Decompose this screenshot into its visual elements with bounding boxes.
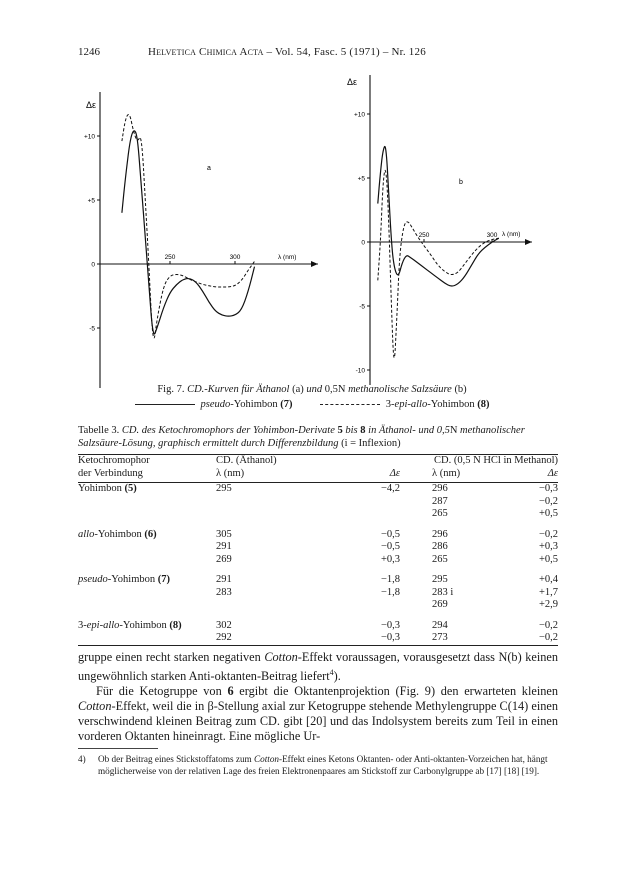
cd-figure xyxy=(0,0,624,420)
panel-b xyxy=(347,75,532,385)
panel-b-letter: b xyxy=(459,179,463,186)
body-text xyxy=(78,650,558,744)
panel-a-solid-curve xyxy=(122,131,255,334)
text: ). xyxy=(333,669,341,684)
table-caption-text: N xyxy=(449,425,458,436)
figure-caption-text: (b) xyxy=(451,384,467,395)
y-tick-label: -5 xyxy=(89,325,95,333)
text: Cotton xyxy=(264,650,298,664)
y-tick-label: -10 xyxy=(355,367,365,375)
footnote xyxy=(78,753,558,777)
compound-name: pseudo xyxy=(78,574,108,585)
panel-a xyxy=(84,92,318,388)
journal-name: Helvetica Chimica Acta xyxy=(148,46,264,58)
table-caption-text: in Äthanol- und 0,5 xyxy=(368,425,450,436)
table-3 xyxy=(78,454,558,646)
cell-lambda-ethanol: 295 xyxy=(216,483,232,494)
legend-solid-label: pseudo xyxy=(200,399,231,410)
cell-compound xyxy=(78,508,216,521)
panel-b-dashed-curve xyxy=(378,170,499,357)
y-tick-label: +5 xyxy=(357,175,365,183)
table-row xyxy=(78,574,558,587)
cell-lambda-ethanol: 292 xyxy=(216,632,306,645)
footnote-number: 4) xyxy=(78,754,86,764)
x-tick-label: 250 xyxy=(418,232,430,239)
table-row xyxy=(78,599,558,612)
panel-b-ylabel: Δε xyxy=(347,77,358,87)
y-tick-label: +10 xyxy=(353,111,365,119)
y-tick-label: 0 xyxy=(361,239,365,247)
figure-caption-text: und xyxy=(306,384,323,395)
figure-caption-text: (a) xyxy=(289,384,307,395)
x-tick-label: 300 xyxy=(229,254,241,261)
cell-compound xyxy=(78,587,216,600)
x-tick-label: 250 xyxy=(164,254,176,261)
compound-name: -Yohimbon xyxy=(107,574,158,585)
figure-caption-text: CD.-Kurven für Äthanol xyxy=(187,384,290,395)
header-cell: der Verbindung xyxy=(78,467,143,479)
cell-lambda-ethanol xyxy=(216,599,306,612)
figure-caption-text: 0,5 xyxy=(322,384,338,395)
panel-a-ylabel: Δε xyxy=(86,100,97,110)
table-body xyxy=(78,483,558,646)
table-header-row xyxy=(78,468,558,481)
table-caption-text: 8 xyxy=(360,425,366,436)
figure-caption-label: Fig. 7. xyxy=(157,384,185,395)
cell-compound xyxy=(78,496,216,509)
cell-lambda-hcl: 265 xyxy=(432,508,448,519)
legend-solid-label: -Yohimbon xyxy=(230,399,281,410)
table-row xyxy=(78,554,558,567)
header-cell: λ (nm) xyxy=(432,467,461,479)
cell-delta-hcl: −0,2 xyxy=(538,495,558,507)
cell-delta-hcl: +0,3 xyxy=(538,541,558,552)
header-cell: Δε xyxy=(547,467,558,479)
cell-compound xyxy=(78,599,216,612)
footnote-ref[interactable]: 4 xyxy=(329,668,334,677)
text: -Effekt, weil die in β-Stellung axial zur Ketogruppe stehende Methylengruppe C(14) einen verschwindend kleinen Beitrag zum CD. gibt [20] und das Indolsystem bereits zum Teil in einen vorderen Oktanten hineinragt. Eine mögliche Ur- xyxy=(78,699,558,744)
table-row xyxy=(78,508,558,521)
cell-compound xyxy=(78,541,216,554)
cell-delta-ethanol: −4,2 xyxy=(380,483,400,494)
cell-lambda-ethanol: 302 xyxy=(216,619,232,631)
paragraph xyxy=(78,650,558,684)
panel-b-solid-curve xyxy=(378,146,499,286)
cell-compound xyxy=(78,529,216,542)
table-row xyxy=(78,483,558,496)
x-tick-label: 300 xyxy=(486,232,498,239)
legend-solid-line xyxy=(135,404,195,405)
cell-delta-ethanol: −0,3 xyxy=(306,632,414,645)
table-caption-text: methanolischer Salzsäure-Lösung, graphisch ermittelt durch Differenzbildung xyxy=(78,425,525,449)
cell-lambda-hcl: 294 xyxy=(432,619,448,631)
cell-compound xyxy=(78,620,216,633)
legend-dashed-label: -Yohimbon xyxy=(427,399,478,410)
figure-caption-text: N xyxy=(337,384,346,395)
cell-lambda-hcl: 296 xyxy=(432,483,448,494)
text: 6 xyxy=(227,684,234,699)
cell-lambda-hcl: 296 xyxy=(432,528,448,540)
cell-delta-ethanol xyxy=(306,508,414,521)
cell-delta-ethanol: −0,5 xyxy=(380,528,400,540)
cell-delta-hcl: −0,2 xyxy=(538,528,558,540)
cell-lambda-ethanol: 269 xyxy=(216,553,232,565)
table-caption-text: bis xyxy=(345,425,358,436)
cell-compound xyxy=(78,483,216,496)
cell-delta-ethanol: −1,8 xyxy=(380,586,400,598)
panel-a-xlabel: λ (nm) xyxy=(278,254,297,261)
cell-lambda-ethanol xyxy=(216,508,306,521)
cell-lambda-hcl: 286 xyxy=(432,541,448,552)
table-caption-label: Tabelle 3. xyxy=(78,425,120,436)
cell-lambda-ethanol: 305 xyxy=(216,528,232,540)
row-gap xyxy=(78,612,558,620)
cell-delta-hcl: +2,9 xyxy=(538,599,558,610)
cell-delta-ethanol xyxy=(306,599,414,612)
panel-a-letter: a xyxy=(207,165,211,172)
cell-lambda-ethanol: 283 xyxy=(216,586,232,598)
legend-dashed-line xyxy=(320,404,380,405)
cell-delta-hcl: +0,5 xyxy=(538,553,558,565)
panel-b-x-ticks xyxy=(419,232,498,242)
header-cell: CD. (0,5 N HCl in Methanol) xyxy=(414,455,558,468)
footnote-rule xyxy=(78,748,158,749)
figure-caption-text: methanolische Salzsäure xyxy=(345,384,452,395)
footnote-text xyxy=(78,753,558,777)
header-cell: CD. (Äthanol) xyxy=(216,455,306,468)
table-row xyxy=(78,541,558,554)
cell-compound xyxy=(78,574,216,587)
compound-name: allo xyxy=(78,528,95,540)
table-row xyxy=(78,587,558,600)
cell-delta-ethanol: −0,3 xyxy=(380,619,400,631)
y-tick-label: -5 xyxy=(359,303,365,311)
cell-lambda-ethanol: 291 xyxy=(216,574,232,585)
table-row xyxy=(78,632,558,645)
text: Für die Ketogruppe von xyxy=(96,684,228,699)
cell-lambda-hcl: 283 i xyxy=(432,586,454,598)
header-cell: Ketochromophor xyxy=(78,455,216,468)
legend-solid-number: (7) xyxy=(280,399,293,410)
table-header-row xyxy=(78,455,558,468)
text: Cotton xyxy=(78,699,112,714)
page-number: 1246 xyxy=(78,46,100,58)
figure-legend xyxy=(0,398,624,412)
panel-a-dashed-curve xyxy=(122,115,255,338)
cell-compound xyxy=(78,632,216,645)
legend-dashed-label: 3- xyxy=(385,399,395,410)
cell-delta-ethanol: +0,3 xyxy=(380,553,400,565)
panel-b-x-arrow xyxy=(525,239,532,245)
compound-number: (6) xyxy=(144,528,157,540)
header-cell xyxy=(306,455,414,468)
text: -Effekt voraussagen, vorausgesetzt dass N(b) keinen ungewöhnlich starken Anti-oktanten-Beitrag liefert xyxy=(78,650,558,684)
text: Cotton xyxy=(254,754,280,764)
table-row xyxy=(78,620,558,633)
cell-delta-hcl: +1,7 xyxy=(538,586,558,598)
table-caption-text: (i = Inflexion) xyxy=(341,438,401,449)
journal-issue: – Vol. 54, Fasc. 5 (1971) – Nr. 126 xyxy=(263,46,426,58)
compound-number: (7) xyxy=(157,574,170,585)
compound-name: epi-allo xyxy=(86,619,120,631)
cell-lambda-hcl: 273 xyxy=(414,632,512,645)
compound-number: (8) xyxy=(169,619,182,631)
cell-lambda-hcl: 287 xyxy=(432,495,448,507)
text: -Effekt eines Ketons Oktanten- oder Anti-oktanten-Vorzeichen hat, hängt möglicherweise von der relativen Lage des freien Elektronenpaares am Stickstoff zur Carbonylgruppe ab [17] [18] [19]. xyxy=(98,754,548,776)
cell-lambda-ethanol: 291 xyxy=(216,541,232,552)
panel-a-x-arrow xyxy=(311,261,318,267)
cell-delta-hcl: −0,2 xyxy=(538,619,558,631)
panel-b-xlabel: λ (nm) xyxy=(502,231,521,238)
y-tick-label: 0 xyxy=(91,261,95,269)
cell-lambda-hcl: 265 xyxy=(432,553,448,565)
panel-a-y-ticks xyxy=(84,134,100,333)
legend-dashed-number: (8) xyxy=(477,399,490,410)
compound-name: Yohimbon xyxy=(78,483,125,494)
cell-delta-hcl: +0,5 xyxy=(538,508,558,519)
text: ergibt die Oktantenprojektion (Fig. 9) den erwarteten kleinen xyxy=(233,684,558,699)
cell-delta-hcl: +0,4 xyxy=(538,574,558,585)
table-caption-text: 5 xyxy=(337,425,343,436)
cell-compound xyxy=(78,554,216,567)
cell-delta-hcl: −0,2 xyxy=(512,632,558,645)
table-caption xyxy=(78,424,558,450)
cell-delta-ethanol: −1,8 xyxy=(380,574,400,585)
cell-lambda-ethanol xyxy=(216,496,306,509)
panel-b-y-ticks xyxy=(354,112,370,375)
text: gruppe einen recht starken negativen xyxy=(78,650,265,664)
header-cell: Δε xyxy=(389,467,400,479)
cell-delta-ethanol xyxy=(306,496,414,509)
cell-delta-ethanol: −0,5 xyxy=(380,541,400,552)
table-row xyxy=(78,529,558,542)
table-row xyxy=(78,496,558,509)
header-cell: λ (nm) xyxy=(216,467,245,479)
y-tick-label: +5 xyxy=(87,197,95,205)
compound-name: -Yohimbon xyxy=(119,619,170,631)
paragraph xyxy=(78,684,558,744)
cell-lambda-hcl: 269 xyxy=(432,599,448,610)
cell-delta-hcl: −0,3 xyxy=(538,483,558,494)
compound-name: -Yohimbon xyxy=(94,528,145,540)
text: Ob der Beitrag eines Stickstoffatoms zum xyxy=(98,754,254,764)
y-tick-label: +10 xyxy=(83,133,95,141)
panel-a-x-ticks xyxy=(165,254,241,264)
row-gap xyxy=(78,521,558,529)
row-gap xyxy=(78,566,558,574)
legend-dashed-label: epi-allo xyxy=(394,399,428,410)
cell-lambda-hcl: 295 xyxy=(432,574,448,585)
table-caption-text: CD. des Ketochromophors der Yohimbon-Derivate xyxy=(121,425,335,436)
compound-name: 3- xyxy=(78,619,87,631)
figure-caption xyxy=(0,383,624,397)
compound-number: (5) xyxy=(124,483,137,494)
